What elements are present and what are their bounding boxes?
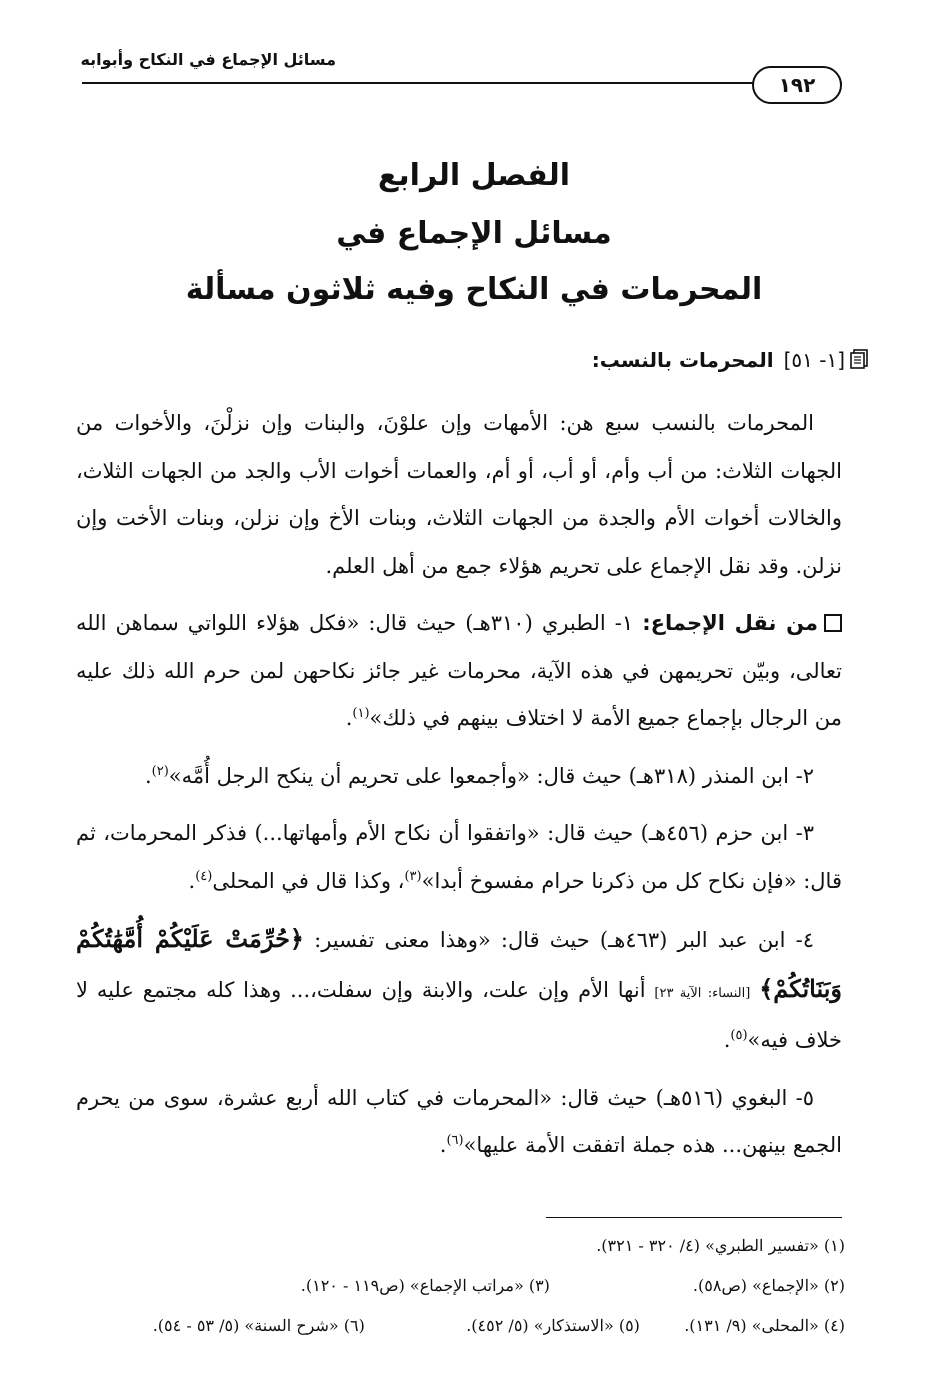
ibn-mundhir-text: ٢- ابن المنذر (٣١٨هـ) حيث قال: «وأجمعوا على تحريم أن ينكح الرجل أُمَّه» [168,763,814,788]
footnote-row-2 [75,1272,845,1300]
footnote-1: (١) «تفسير الطبري» (٤/ ٣٢٠ - ٣٢١). [596,1236,845,1255]
footnote-row-3 [75,1312,845,1340]
section-number: [١- ٥١] [783,348,845,372]
footnote-ref-2: (٢) [151,763,169,779]
chapter-heading: الفصل الرابع [377,158,571,193]
section-title: المحرمات بالنسب: [591,348,774,372]
footnote-ref-6: (٦) [446,1133,464,1148]
footnote-ref-5: (٥) [730,1028,748,1043]
ibn-hazm-text: ٣- ابن حزم (٤٥٦هـ) حيث قال: «واتفقوا أن نكاح الأم وأمهاتها...) فذكر المحرمات، ثم قال: «فإن نكاح كل من ذكرنا حرام مفسوخ أبدا» [76,821,842,893]
ibn-hazm-tail: ، وكذا قال في المحلى [212,868,405,893]
chapter-title-line-1: مسائل الإجماع في [336,216,612,251]
paragraph-tabari: من نقل الإجماع: ١- الطبري (٣١٠هـ) حيث قال: «فكل هؤلاء اللواتي سماهن الله تعالى، وبيّن تحريمهن في هذه الآية، محرمات غير جائز نكاحهن لمن حرم الله ذلك عليه من الرجال بإجماع جميع الأمة لا اختلاف بينهم في ذلك»$^{(١)}$. [76,611,842,730]
verse-citation: [النساء: الآية ٢٣] [654,985,751,1001]
footnote-5: (٥) «الاستذكار» (٥/ ٤٥٢). [466,1316,640,1335]
book-icon [848,348,870,370]
paragraph-ibn-mundhir: ٢- ابن المنذر (٣١٨هـ) حيث قال: «وأجمعوا على تحريم أن ينكح الرجل أُمَّه»$^{(٢)}$. [144,763,814,788]
footnote-ref-3: (٣) [404,868,422,884]
footnote-6: (٦) «شرح السنة» (٥/ ٥٣ - ٥٤). [152,1316,365,1335]
footnote-rule [546,1217,842,1218]
paragraph-ibn-abd-albarr: ٤- ابن عبد البر (٤٦٣هـ) حيث قال: «وهذا معنى تفسير: ﴿حُرِّمَتْ عَلَيْكُمْ أُمَّهَٰتُكُمْ وَبَنَاتُكُمْ﴾ [النساء: الآية ٢٣] أنها الأم وإن علت، والابنة وإن سفلت،... وهذا كله مجتمع عليه لا خلاف فيه»$^{(٥)}$. [76,924,842,1052]
page-number [752,66,842,104]
body-text [76,400,842,1180]
footnote-ref-1: (١) [352,706,370,721]
ibn-abd-albarr-text: ٤- ابن عبد البر (٤٦٣هـ) حيث قال: «وهذا معنى تفسير: [304,928,814,952]
section-heading [592,348,845,372]
paragraph-ibn-hazm: ٣- ابن حزم (٤٥٦هـ) حيث قال: «واتفقوا أن نكاح الأم وأمهاتها...) فذكر المحرمات، ثم قال: «فإن نكاح كل من ذكرنا حرام مفسوخ أبدا»$^{(٣)}$، وكذا قال في المحلى$^{(٤)}$. [76,821,842,893]
ibn-abd-albarr-tail: أنها الأم وإن علت، والابنة وإن سفلت،... وهذا كله مجتمع عليه لا خلاف فيه» [76,977,842,1052]
page-number-text: ١٩٢ [778,73,816,97]
footnote-3: (٣) «مراتب الإجماع» (ص١١٩ - ١٢٠). [300,1276,550,1295]
footnote-ref-4: (٤) [195,868,213,884]
paragraph-baghawi: ٥- البغوي (٥١٦هـ) حيث قال: «المحرمات في كتاب الله أربع عشرة، سوى من يحرم الجمع بينهن... هذه جملة اتفقت الأمة عليها»$^{(٦)}$. [76,1085,842,1157]
paragraph-intro: المحرمات بالنسب سبع هن: الأمهات وإن علوْنَ، والبنات وإن نزلْنَ، والأخوات من الجهات الثلاث: من أب وأم، أو أب، أو أم، والعمات أخوات الأب والجد من الجهات الثلاث، والخالات أخوات الأم والجدة من الجهات الثلاث، وبنات الأخ وإن نزلن، وبنات الأخت وإن نزلن. وقد نقل الإجماع على تحريم هؤلاء جمع من أهل العلم. [76,411,842,578]
consensus-label: من نقل الإجماع: [642,611,818,635]
running-title: مسائل الإجماع في النكاح وأبوابه [80,50,336,69]
tabari-text: ١- الطبري (٣١٠هـ) حيث قال: «فكل هؤلاء اللواتي سماهن الله تعالى، وبيّن تحريمهن في هذه الآية، محرمات غير جائز نكاحهن لمن حرم الله ذلك عليه من الرجال بإجماع جميع الأمة لا اختلاف بينهم في ذلك» [76,611,842,730]
footnote-4: (٤) «المحلى» (٩/ ١٣١). [684,1316,845,1335]
footnote-row-1 [75,1232,845,1260]
chapter-title-line-2: المحرمات في النكاح وفيه ثلاثون مسألة [185,272,763,307]
quran-verse: ﴿حُرِّمَتْ عَلَيْكُمْ أُمَّهَٰتُكُمْ وَبَنَاتُكُمْ﴾ [76,924,842,1003]
square-bullet-icon [824,614,842,632]
baghawi-text: ٥- البغوي (٥١٦هـ) حيث قال: «المحرمات في كتاب الله أربع عشرة، سوى من يحرم الجمع بينهن... هذه جملة اتفقت الأمة عليها» [76,1085,842,1157]
header-rule [82,82,842,84]
footnote-2: (٢) «الإجماع» (ص٥٨). [692,1276,845,1295]
